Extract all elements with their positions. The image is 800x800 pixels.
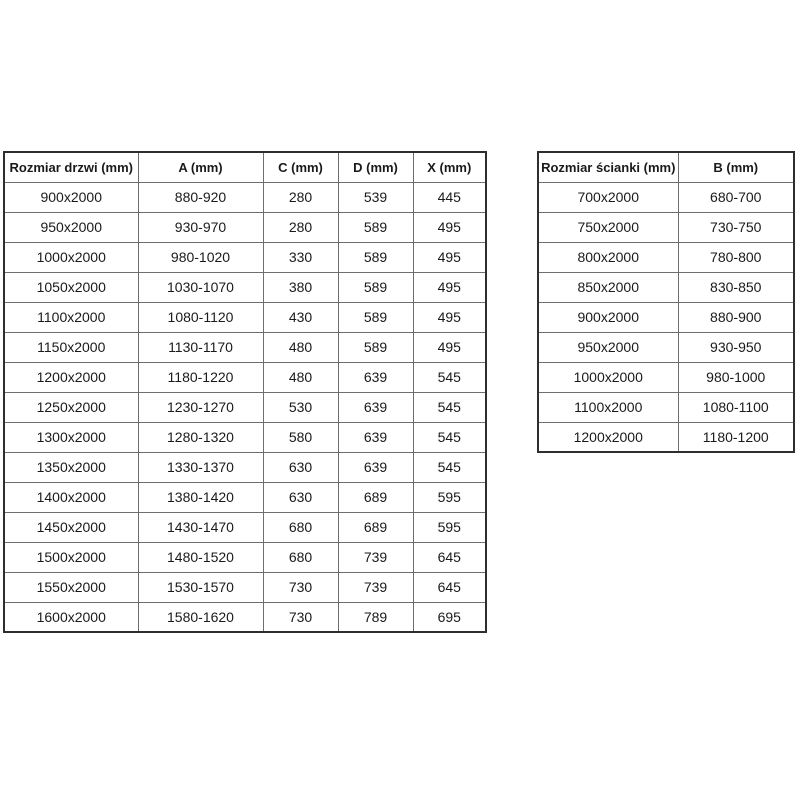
table-cell: 1130-1170 [138, 332, 263, 362]
table-cell: 589 [338, 212, 413, 242]
table-cell: 1230-1270 [138, 392, 263, 422]
table-cell: 1430-1470 [138, 512, 263, 542]
table-cell: 589 [338, 242, 413, 272]
table-cell: 830-850 [678, 272, 794, 302]
table-cell: 750x2000 [538, 212, 678, 242]
table-cell: 645 [413, 542, 486, 572]
column-header: B (mm) [678, 152, 794, 182]
table-row [538, 242, 794, 272]
table-row [538, 272, 794, 302]
table-cell: 1150x2000 [4, 332, 138, 362]
table-cell: 739 [338, 572, 413, 602]
table-cell: 930-950 [678, 332, 794, 362]
table-cell: 1280-1320 [138, 422, 263, 452]
table-row [538, 302, 794, 332]
table-row [4, 302, 486, 332]
table-row [4, 242, 486, 272]
table-cell: 1350x2000 [4, 452, 138, 482]
table-cell: 680 [263, 542, 338, 572]
table-cell: 1380-1420 [138, 482, 263, 512]
table-cell: 1080-1100 [678, 392, 794, 422]
table-cell: 480 [263, 362, 338, 392]
table-cell: 680-700 [678, 182, 794, 212]
table-cell: 930-970 [138, 212, 263, 242]
table-cell: 1080-1120 [138, 302, 263, 332]
table-cell: 580 [263, 422, 338, 452]
column-header: X (mm) [413, 152, 486, 182]
table-cell: 1100x2000 [4, 302, 138, 332]
table-cell: 480 [263, 332, 338, 362]
table-cell: 1480-1520 [138, 542, 263, 572]
table-row [4, 512, 486, 542]
table-cell: 880-920 [138, 182, 263, 212]
column-header: Rozmiar drzwi (mm) [4, 152, 138, 182]
table-cell: 495 [413, 302, 486, 332]
column-header: Rozmiar ścianki (mm) [538, 152, 678, 182]
door-table-body [4, 182, 486, 632]
column-header: A (mm) [138, 152, 263, 182]
table-cell: 595 [413, 482, 486, 512]
table-cell: 1000x2000 [4, 242, 138, 272]
table-cell: 1600x2000 [4, 602, 138, 632]
table-cell: 700x2000 [538, 182, 678, 212]
table-cell: 950x2000 [4, 212, 138, 242]
table-cell: 980-1020 [138, 242, 263, 272]
table-row [4, 332, 486, 362]
table-cell: 689 [338, 512, 413, 542]
table-cell: 1180-1220 [138, 362, 263, 392]
table-cell: 495 [413, 242, 486, 272]
table-cell: 1180-1200 [678, 422, 794, 452]
table-row [4, 212, 486, 242]
table-cell: 980-1000 [678, 362, 794, 392]
table-row [4, 572, 486, 602]
table-cell: 739 [338, 542, 413, 572]
table-cell: 1200x2000 [538, 422, 678, 452]
table-cell: 639 [338, 422, 413, 452]
table-cell: 800x2000 [538, 242, 678, 272]
table-row [538, 392, 794, 422]
table-row [4, 602, 486, 632]
table-row [4, 362, 486, 392]
table-row [538, 212, 794, 242]
door-table-header-row [4, 152, 486, 182]
table-cell: 695 [413, 602, 486, 632]
table-cell: 1400x2000 [4, 482, 138, 512]
table-row [4, 182, 486, 212]
table-row [4, 542, 486, 572]
table-row [4, 272, 486, 302]
table-cell: 530 [263, 392, 338, 422]
table-cell: 1330-1370 [138, 452, 263, 482]
table-cell: 850x2000 [538, 272, 678, 302]
wall-table-header-row [538, 152, 794, 182]
table-cell: 630 [263, 482, 338, 512]
table-cell: 495 [413, 272, 486, 302]
table-cell: 639 [338, 362, 413, 392]
table-cell: 545 [413, 452, 486, 482]
table-cell: 1580-1620 [138, 602, 263, 632]
table-cell: 1500x2000 [4, 542, 138, 572]
wall-table-body [538, 182, 794, 452]
table-row [538, 332, 794, 362]
table-cell: 589 [338, 332, 413, 362]
table-cell: 595 [413, 512, 486, 542]
table-cell: 1000x2000 [538, 362, 678, 392]
table-cell: 280 [263, 212, 338, 242]
door-size-table [3, 151, 487, 633]
table-row [4, 482, 486, 512]
table-row [4, 392, 486, 422]
table-cell: 380 [263, 272, 338, 302]
table-cell: 430 [263, 302, 338, 332]
table-cell: 680 [263, 512, 338, 542]
table-cell: 545 [413, 362, 486, 392]
table-cell: 589 [338, 272, 413, 302]
table-cell: 1200x2000 [4, 362, 138, 392]
table-cell: 1250x2000 [4, 392, 138, 422]
table-cell: 330 [263, 242, 338, 272]
table-cell: 1550x2000 [4, 572, 138, 602]
table-cell: 495 [413, 332, 486, 362]
table-cell: 789 [338, 602, 413, 632]
table-cell: 645 [413, 572, 486, 602]
table-cell: 280 [263, 182, 338, 212]
table-cell: 545 [413, 422, 486, 452]
table-cell: 639 [338, 392, 413, 422]
table-cell: 1300x2000 [4, 422, 138, 452]
table-cell: 730 [263, 572, 338, 602]
table-row [538, 422, 794, 452]
column-header: D (mm) [338, 152, 413, 182]
table-cell: 780-800 [678, 242, 794, 272]
table-cell: 1050x2000 [4, 272, 138, 302]
column-header: C (mm) [263, 152, 338, 182]
table-cell: 900x2000 [4, 182, 138, 212]
table-cell: 495 [413, 212, 486, 242]
table-cell: 900x2000 [538, 302, 678, 332]
table-cell: 445 [413, 182, 486, 212]
table-row [538, 182, 794, 212]
table-cell: 730-750 [678, 212, 794, 242]
wall-size-table [537, 151, 795, 453]
table-cell: 689 [338, 482, 413, 512]
table-cell: 589 [338, 302, 413, 332]
table-row [4, 452, 486, 482]
table-cell: 639 [338, 452, 413, 482]
table-cell: 1030-1070 [138, 272, 263, 302]
table-cell: 630 [263, 452, 338, 482]
table-cell: 950x2000 [538, 332, 678, 362]
table-cell: 1100x2000 [538, 392, 678, 422]
table-row [4, 422, 486, 452]
table-cell: 730 [263, 602, 338, 632]
table-cell: 1530-1570 [138, 572, 263, 602]
table-row [538, 362, 794, 392]
table-cell: 545 [413, 392, 486, 422]
table-cell: 539 [338, 182, 413, 212]
table-cell: 1450x2000 [4, 512, 138, 542]
table-cell: 880-900 [678, 302, 794, 332]
